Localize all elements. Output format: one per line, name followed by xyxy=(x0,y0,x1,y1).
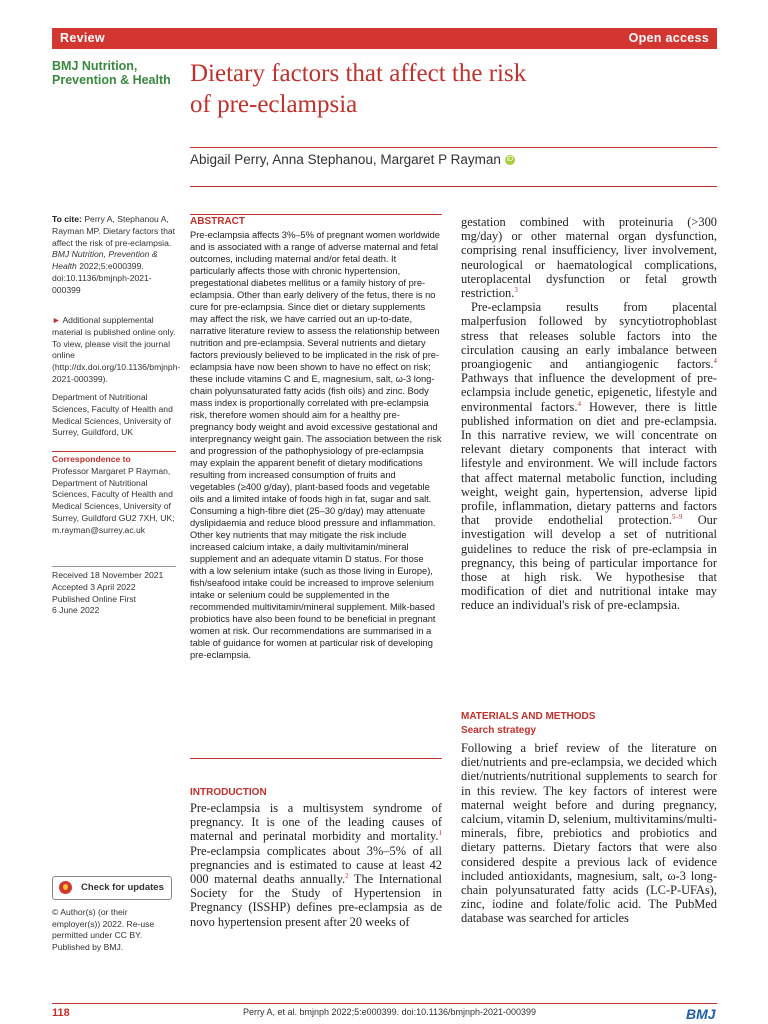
paragraph xyxy=(461,215,717,300)
intro-text-b: Pre-eclampsia complicates about 3%–5% of all pregnancies and is estimated to cause at least 42 000 maternal deaths annually. xyxy=(190,843,442,887)
check-for-updates-button[interactable] xyxy=(52,876,172,900)
accepted-date: Accepted 3 April 2022 xyxy=(52,581,136,592)
received-date: Received 18 November 2021 xyxy=(52,570,164,580)
reference-link[interactable]: 4 xyxy=(713,356,717,365)
check-updates-label: Check for updates xyxy=(81,882,164,893)
cite-journal: BMJ Nutrition, Prevention & Health xyxy=(52,249,158,272)
intro-text-a: Pre-eclampsia is a multisystem syndrome of pregnancy. It is one of the leading causes of maternal and perinatal morbidity and mortality. xyxy=(190,801,442,844)
supplemental-note xyxy=(52,315,181,386)
dates xyxy=(52,570,176,617)
search-strategy-heading: Search strategy xyxy=(461,725,537,736)
right-text-d: However, there is little published information on diet and pre-eclampsia. In this narrative review, we will concentrate on relevant dietary components that interact with lifestyle and environment. We will include factors that affect maternal metabolic function, including weight, weight gain, hypertension, adverse lipid profile, inflammation, dietary patterns and factors that provide endothelial protection. xyxy=(461,399,717,528)
reference-link[interactable]: 4 xyxy=(577,399,581,408)
published-label: Published Online First xyxy=(52,593,137,604)
correspondence-text[interactable]: Professor Margaret P Rayman, Department of Nutritional Sciences, Faculty of Health and Medical Sciences, University of Surrey, Guildford GU2 7XH, UK; m.rayman@surrey.ac.uk xyxy=(52,465,175,535)
title-line2: of pre-eclampsia xyxy=(190,91,358,118)
methods-heading: MATERIALS AND METHODS xyxy=(461,711,596,722)
affiliation xyxy=(52,392,176,439)
right-text-a: gestation combined with proteinuria (>300 mg/day) or other maternal organ dysfunction, comprising renal insufficiency, liver involvement, neurological or haematological complications, uteroplacental dysfunction or fetal growth restriction. xyxy=(461,215,717,301)
crossmark-icon xyxy=(59,881,72,894)
right-text-e: Our investigation will develop a set of nutritional guidelines to reduce the risk of pre-eclampsia in pregnancy, this being of particular importance for those at high risk. We hypothesise that modification of diet and nutritional intake may reduce an individual's risk of pre-eclampsia. xyxy=(461,513,717,613)
correspondence-label: Correspondence to xyxy=(52,454,131,464)
copyright-text: © Author(s) (or their employer(s)) 2022. Re-use permitted under CC BY. Published by BMJ. xyxy=(52,907,155,952)
cite-text: Perry A, Stephanou A, Rayman MP. Dietary factors that affect the risk of pre-eclampsia. xyxy=(52,214,176,248)
published-date: 6 June 2022 xyxy=(52,605,100,616)
open-access-label: Open access xyxy=(628,31,709,45)
abstract-text: Pre-eclampsia affects 3%–5% of pregnant women worldwide and is associated with a range of adverse maternal and fetal outcomes, including maternal and/or fetal death. It particularly affects those with chronic hypertension, pregestational diabetes mellitus or a family history of pre-eclampsia. Other than early delivery of the fetus, there is no cure for pre-eclampsia. Since diet or dietary supplements may affect the risk, we have carried out an up-to-date, narrative literature review to assess the relationship between nutrition and pre-eclampsia. Several nutrients and dietary factors previously believed to be implicated in the risk of pre-eclampsia have now been shown to have no effect on risk; these include vitamins C and E, magnesium, salt, ω-3 long-chain polyunsaturated fatty acids (fish oils) and zinc. Body mass index is proportionally correlated with pre-eclampsia risk, therefore women should aim for a healthy pre-pregnancy body weight and avoid excessive gestational and interpregnancy weight gain. The association between the risk and progression of the pathophysiology of pre-eclampsia may explain the apparent benefit of dietary modifications resulting from increased consumption of fruits and vegetables (≥400 g/day), plant-based foods and vegetable oils and a limited intake of foods high in fat, sugar and salt. Consuming a high-fibre diet (25–30 g/day) may attenuate dyslipidaemia and reduce blood pressure and inflammation. Other key nutrients that may mitigate the risk include increased calcium intake, a daily multivitamin/mineral supplement and an adequate vitamin D status. For those with a low selenium intake (such as those living in Europe), fish/seafood intake could be increased to improve selenium intake or selenium could be supplemented in the recommended multivitamin/mineral supplement. Milk-based probiotics have also been found to be beneficial in pregnant women at risk. Our recommendations are summarised in a table of guidance for women at particular risk of developing pre-eclampsia. xyxy=(190,230,442,660)
introduction-heading: INTRODUCTION xyxy=(190,787,267,798)
cite-label: To cite: xyxy=(52,214,82,224)
journal-name-line2: Prevention & Health xyxy=(52,73,171,87)
title-divider xyxy=(190,147,717,148)
page-number: 118 xyxy=(52,1007,70,1019)
introduction-divider xyxy=(190,758,442,759)
correspondence-divider xyxy=(52,451,176,452)
right-text-c: Pathways that influence the development of pre-eclampsia include genetic, epigenetic, lifestyle and environmental factors. xyxy=(461,371,717,414)
cite-block xyxy=(52,214,176,297)
affiliation-text: Department of Nutritional Sciences, Faculty of Health and Medical Sciences, University of Surrey, Guildford, UK xyxy=(52,392,173,438)
author-list xyxy=(190,152,515,167)
methods-text xyxy=(461,741,717,926)
introduction-text xyxy=(190,801,442,929)
header-bar xyxy=(52,28,717,49)
article-title xyxy=(190,58,710,120)
methods-paragraph: Following a brief review of the literature on diet/nutrients and pre-eclampsia, we decided which diet/nutrients/nutritional supplements to search for in this review. The key factors of interest were maternal weight before and during pregnancy, calcium, vitamin D, selenium, multivitamins/multi-minerals, fibre, prebiotics and probiotics and dietary patterns. Dietary factors that were also considered despite a previous lack of evidence included antioxidants, magnesium, salt, ω-3 long-chain polyunsaturated fatty acids (LC-P-UFAs), zinc, iodine and folate/folic acid. The PubMed database was searched for articles xyxy=(461,741,717,926)
orcid-icon[interactable]: iD xyxy=(506,156,514,164)
dates-divider xyxy=(52,566,176,567)
journal-name xyxy=(52,59,182,87)
intro-text-c: The International Society for the Study of Hypertension in Pregnancy (ISSHP) defines pre-eclampsia as de novo hypertension present after 20 weeks of xyxy=(190,872,442,929)
cite-doi: 2022;5:e000399. doi:10.1136/bmjnph-2021-000399 xyxy=(52,261,152,295)
footer-divider xyxy=(52,1003,717,1004)
correspondence xyxy=(52,454,176,537)
right-text-b: Pre-eclampsia results from placental malperfusion followed by syncytiotrophoblast stress that releases soluble factors into the circulation causing an early imbalance between proangiogenic and antiangiogenic factors. xyxy=(461,300,717,372)
right-column-text xyxy=(461,215,717,613)
paragraph xyxy=(461,300,717,612)
supplemental-text[interactable]: Additional supplemental material is published online only. To view, please visit the journal online (http://dx.doi.org/10.1136/bmjnph-2021-000399). xyxy=(52,315,181,384)
reference-link[interactable]: 2 xyxy=(345,871,349,880)
bmj-logo: BMJ xyxy=(686,1006,716,1022)
abstract xyxy=(190,213,442,661)
reference-link[interactable]: 3 xyxy=(514,285,518,294)
authors-divider xyxy=(190,186,717,187)
reference-link[interactable]: 1 xyxy=(438,829,442,838)
triangle-bullet-icon: ► xyxy=(52,315,61,325)
journal-name-line1: BMJ Nutrition, xyxy=(52,59,138,73)
copyright-note xyxy=(52,907,176,953)
abstract-heading: ABSTRACT xyxy=(190,216,245,227)
footer-citation: Perry A, et al. bmjnph 2022;5:e000399. doi:10.1136/bmjnph-2021-000399 xyxy=(243,1007,537,1017)
title-line1: Dietary factors that affect the risk xyxy=(190,60,527,87)
authors-text: Abigail Perry, Anna Stephanou, Margaret P Rayman xyxy=(190,152,501,167)
article-type: Review xyxy=(60,31,105,45)
reference-link[interactable]: 5–9 xyxy=(671,513,683,522)
